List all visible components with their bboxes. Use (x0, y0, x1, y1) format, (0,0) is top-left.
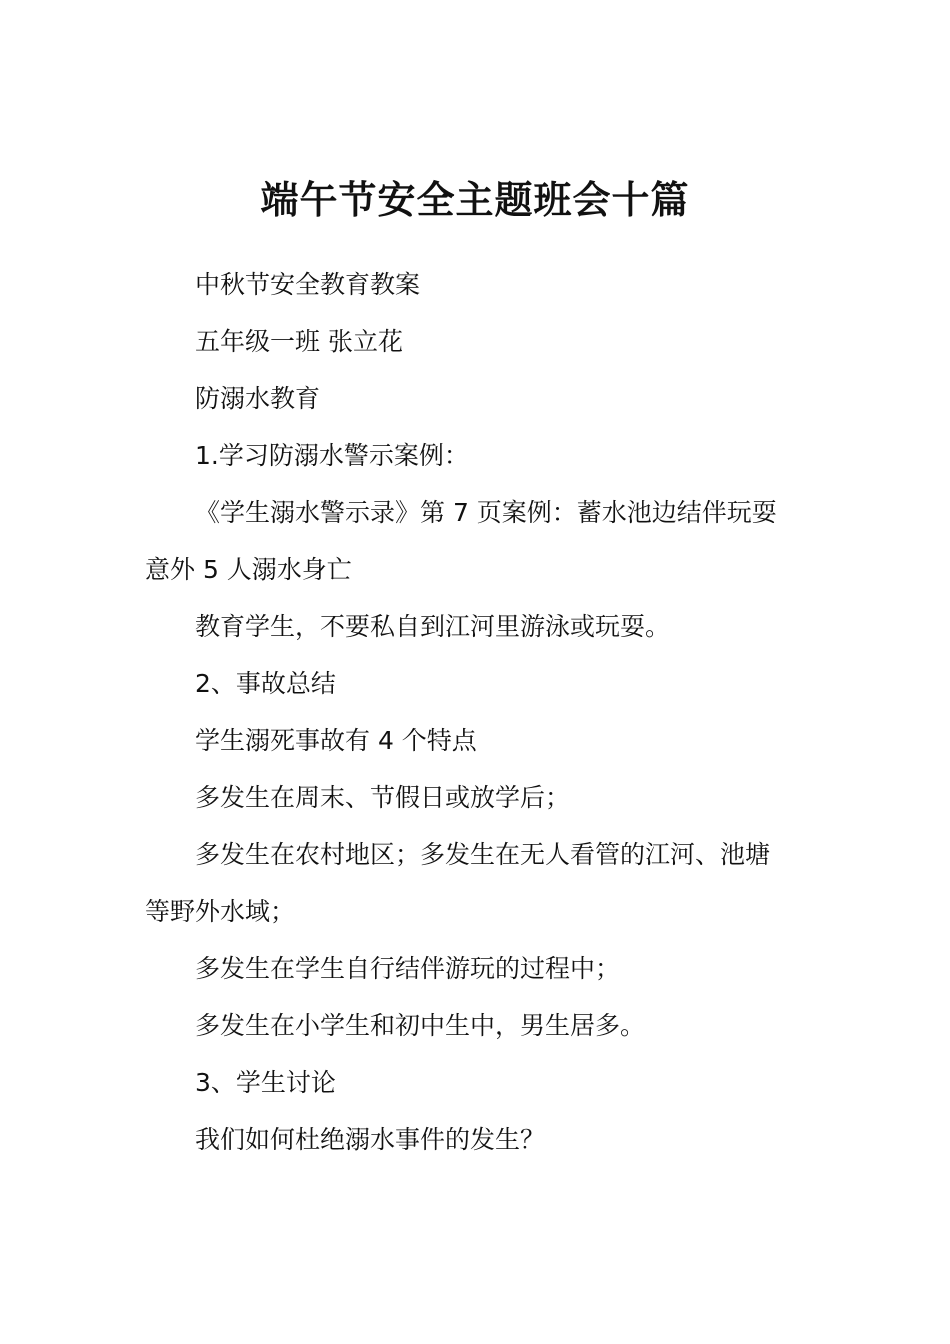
paragraph-item-3: 3、学生讨论 (195, 1068, 336, 1097)
paragraph-question: 我们如何杜绝溺水事件的发生？ (195, 1125, 546, 1154)
paragraph-feature-3: 多发生在学生自行结伴游玩的过程中； (195, 954, 621, 983)
paragraph-item-2: 2、事故总结 (195, 669, 336, 698)
paragraph-feature-4: 多发生在小学生和初中生中，男生居多。 (195, 1011, 646, 1040)
paragraph-case-line-2: 意外 5 人溺水身亡 (145, 555, 352, 584)
paragraph-class-author: 五年级一班 张立花 (195, 327, 403, 356)
document-title: 端午节安全主题班会十篇 (260, 178, 690, 222)
paragraph-section-heading: 防溺水教育 (195, 384, 321, 413)
paragraph-education: 教育学生，不要私自到江河里游泳或玩耍。 (195, 612, 671, 641)
paragraph-feature-2-line-2: 等野外水域； (145, 897, 296, 926)
paragraph-case-line-1: 《学生溺水警示录》第 7 页案例：蓄水池边结伴玩耍 (195, 498, 777, 527)
paragraph-features-intro: 学生溺死事故有 4 个特点 (195, 726, 477, 755)
paragraph-lesson-plan-title: 中秋节安全教育教案 (195, 270, 421, 299)
paragraph-feature-1: 多发生在周末、节假日或放学后； (195, 783, 571, 812)
paragraph-item-1: 1.学习防溺水警示案例： (195, 441, 469, 470)
document-body (145, 256, 810, 1168)
paragraph-feature-2-line-1: 多发生在农村地区；多发生在无人看管的江河、池塘 (195, 840, 771, 869)
